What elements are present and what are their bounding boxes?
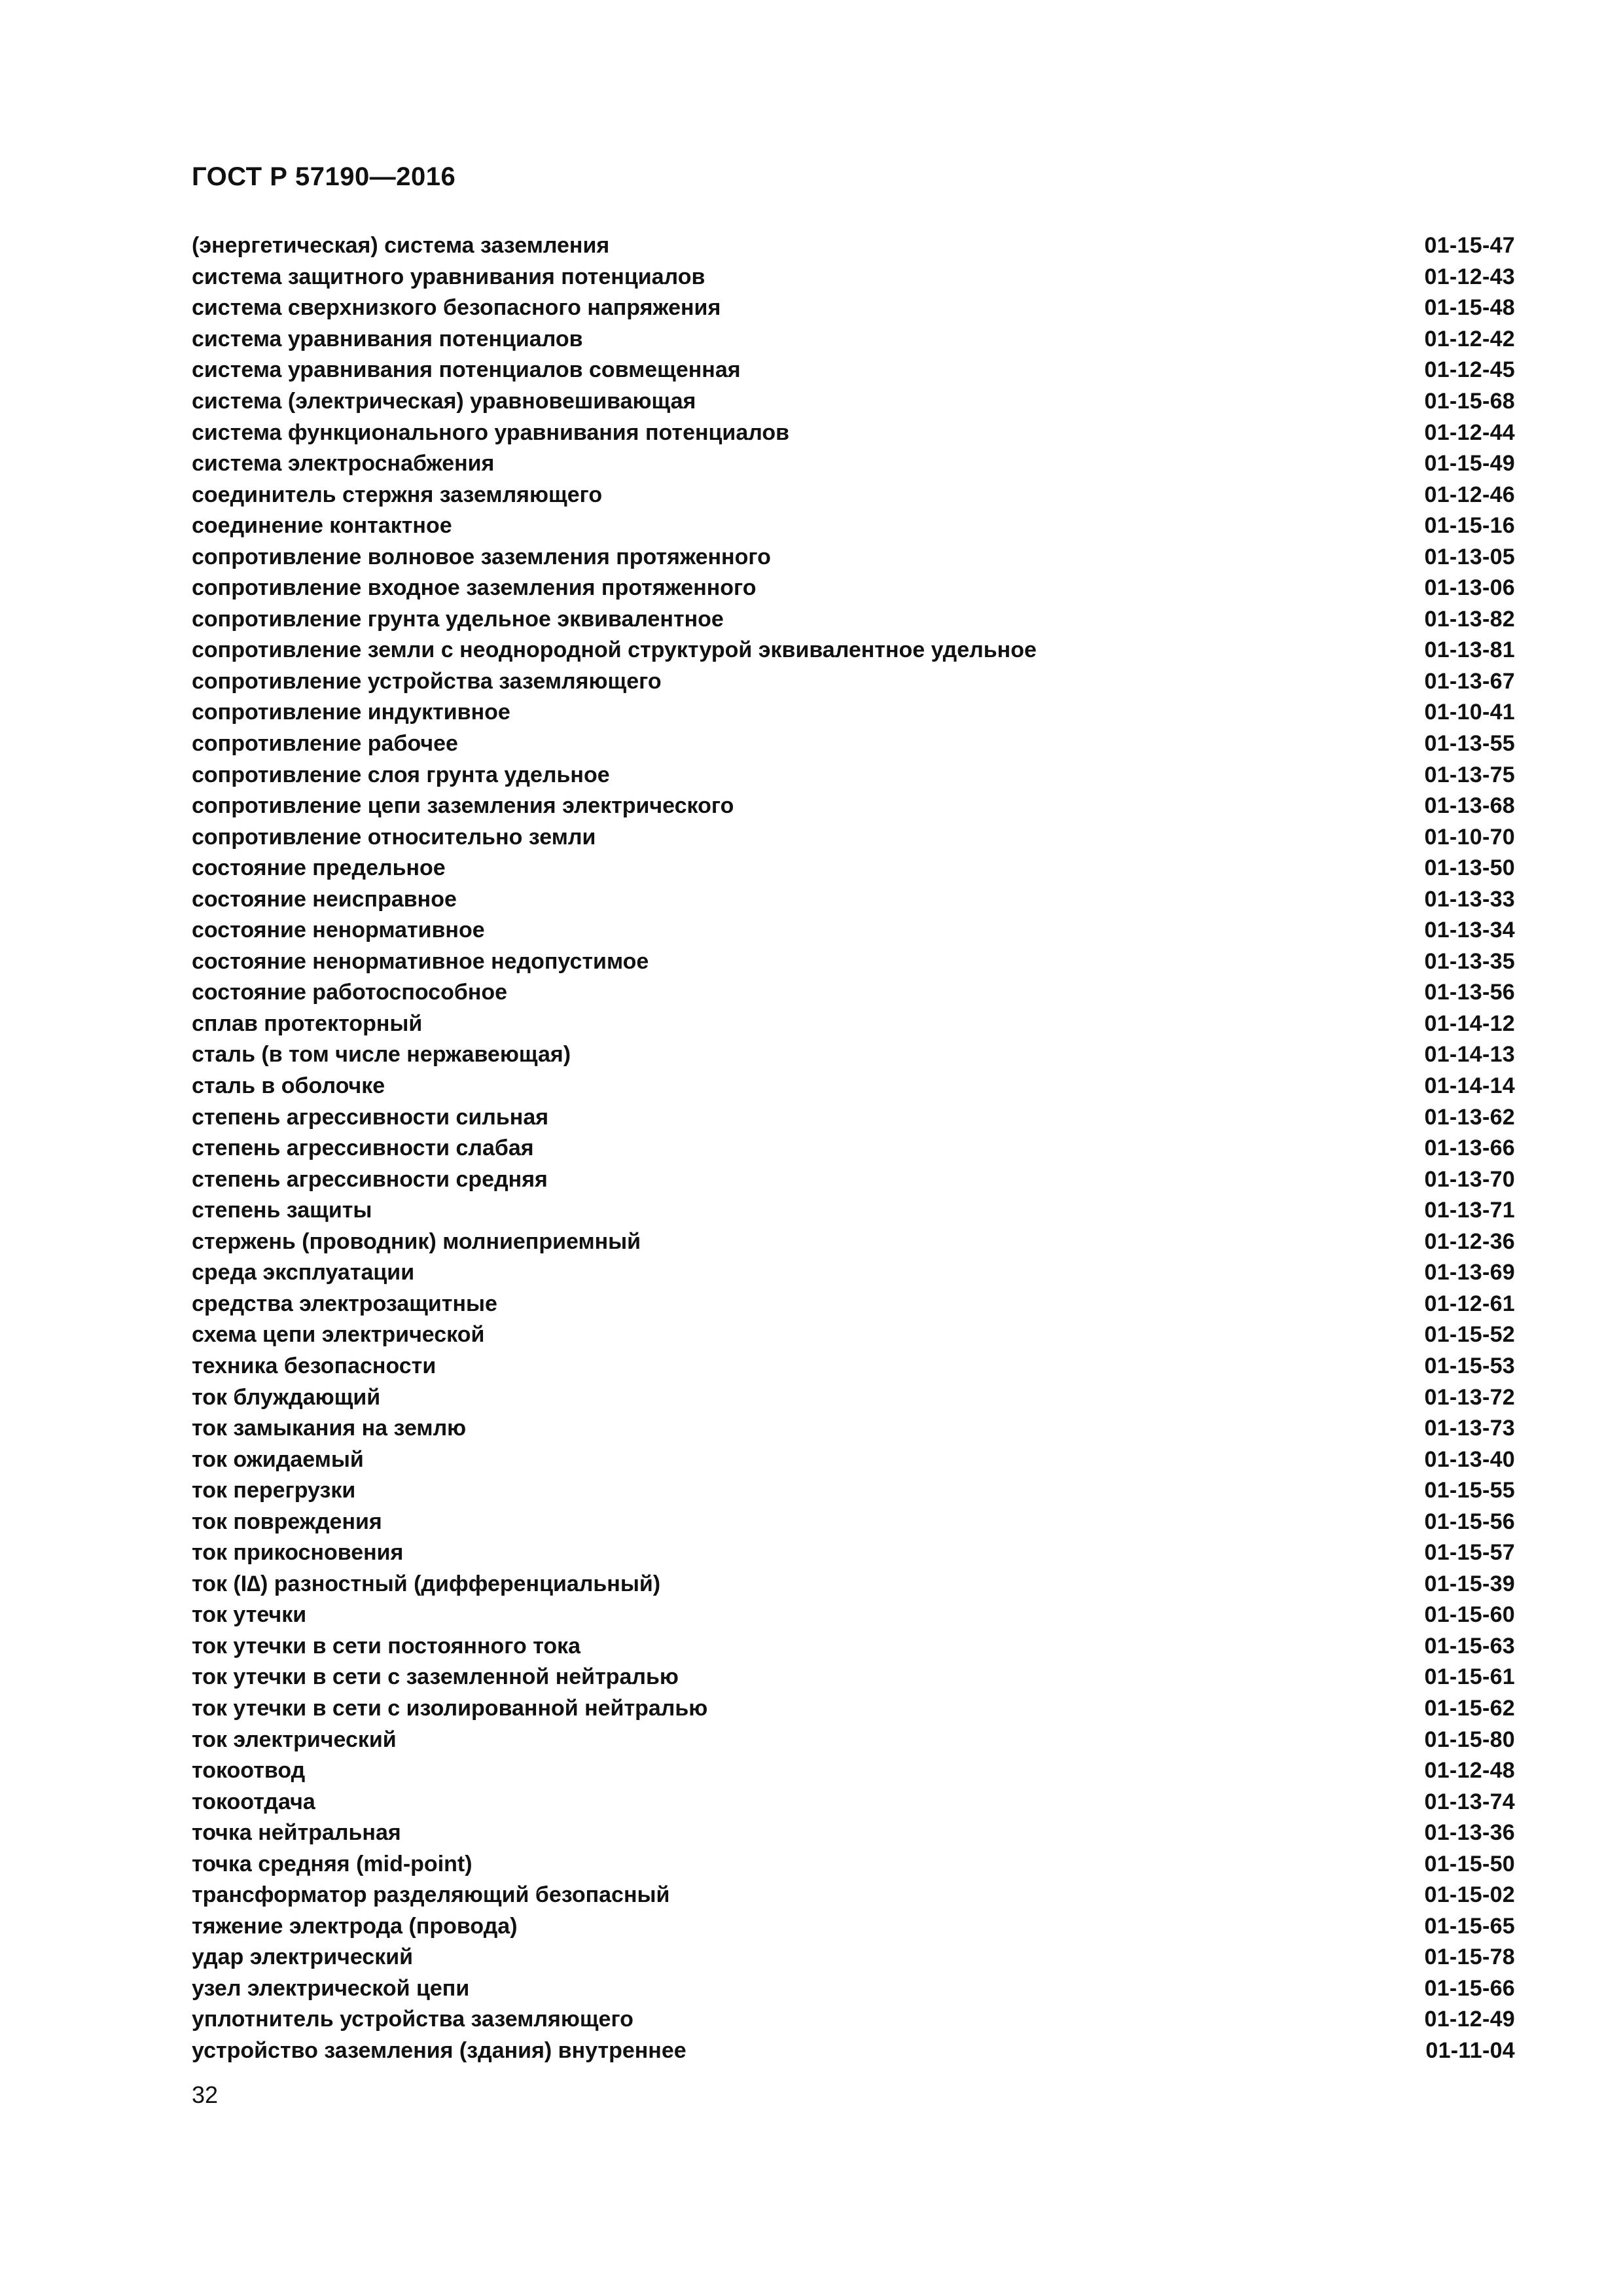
index-row (192, 417, 1515, 448)
index-row (192, 791, 1515, 822)
index-row (192, 1102, 1515, 1133)
index-row (192, 1942, 1515, 1973)
index-term-code: 01-15-48 (1424, 295, 1515, 321)
index-row (192, 1848, 1515, 1880)
index-term-code: 01-15-16 (1424, 513, 1515, 539)
index-term-code: 01-15-65 (1424, 1913, 1515, 1939)
index-row (192, 573, 1515, 604)
index-row (192, 946, 1515, 978)
index-row (192, 293, 1515, 324)
index-term: узел электрической цепи (192, 1975, 470, 2001)
index-row (192, 1444, 1515, 1475)
index-term: система сверхнизкого безопасного напряжения (192, 295, 721, 321)
index-term-code: 01-13-56 (1424, 980, 1515, 1005)
index-row (192, 1133, 1515, 1164)
page-number: 32 (192, 2081, 219, 2108)
index-term: сопротивление земли с неоднородной структурой эквивалентное удельное (192, 637, 1037, 663)
index-term-code: 01-15-56 (1424, 1509, 1515, 1534)
index-row (192, 728, 1515, 760)
index-term: токоотвод (192, 1758, 306, 1784)
index-row (192, 324, 1515, 355)
index-term-code: 01-12-61 (1424, 1291, 1515, 1316)
index-row (192, 1257, 1515, 1289)
index-row (192, 479, 1515, 511)
index-term: ток электрический (192, 1727, 397, 1752)
index-term: сопротивление входное заземления протяженного (192, 575, 757, 601)
index-row (192, 448, 1515, 480)
index-term-code: 01-13-34 (1424, 918, 1515, 943)
index-term-code: 01-13-66 (1424, 1136, 1515, 1161)
index-term: состояние предельное (192, 855, 446, 881)
index-term: уплотнитель устройства заземляющего (192, 2007, 633, 2032)
index-term-code: 01-15-60 (1424, 1602, 1515, 1628)
index-term: среда эксплуатации (192, 1260, 415, 1285)
index-term: сопротивление относительно земли (192, 824, 596, 850)
index-term-code: 01-12-42 (1424, 326, 1515, 351)
index-term: ток утечки (192, 1602, 307, 1628)
index-term-code: 01-14-12 (1424, 1011, 1515, 1036)
index-term-code: 01-12-48 (1424, 1758, 1515, 1784)
index-term: средства электрозащитные (192, 1291, 497, 1316)
index-term-code: 01-13-75 (1424, 762, 1515, 787)
index-term: устройство заземления (здания) внутреннее (192, 2037, 687, 2063)
index-term: соединение контактное (192, 513, 452, 539)
index-row (192, 821, 1515, 853)
index-row (192, 853, 1515, 884)
index-row (192, 2004, 1515, 2036)
index-term-code: 01-13-35 (1424, 948, 1515, 974)
index-term-code: 01-13-73 (1424, 1416, 1515, 1441)
index-row (192, 1537, 1515, 1569)
index-term-code: 01-13-69 (1424, 1260, 1515, 1285)
index-row (192, 1195, 1515, 1227)
index-term: ток (I∆) разностный (дифференциальный) (192, 1571, 661, 1596)
index-term: ток перегрузки (192, 1478, 356, 1503)
index-term: степень защиты (192, 1198, 372, 1223)
index-term: сопротивление рабочее (192, 731, 458, 757)
index-row (192, 355, 1515, 386)
index-row (192, 1724, 1515, 1755)
index-row (192, 1039, 1515, 1071)
index-term-code: 01-15-61 (1424, 1664, 1515, 1690)
index-term-code: 01-12-36 (1424, 1229, 1515, 1254)
index-row (192, 262, 1515, 293)
index-row (192, 1600, 1515, 1631)
index-term-code: 01-12-46 (1424, 482, 1515, 507)
index-term-code: 01-10-41 (1424, 700, 1515, 725)
index-term-code: 01-15-63 (1424, 1633, 1515, 1659)
index-term-code: 01-10-70 (1424, 824, 1515, 850)
index-term: сопротивление слоя грунта удельное (192, 762, 610, 787)
index-term: система уравнивания потенциалов совмещенная (192, 357, 741, 383)
index-term-code: 01-15-49 (1424, 451, 1515, 476)
index-term-code: 01-12-49 (1424, 2007, 1515, 2032)
index-term: сплав протекторный (192, 1011, 423, 1036)
index-term-code: 01-15-78 (1424, 1945, 1515, 1970)
index-term-code: 01-15-39 (1424, 1571, 1515, 1596)
index-row (192, 1631, 1515, 1662)
index-term-code: 01-15-02 (1424, 1882, 1515, 1908)
index-term-code: 01-13-81 (1424, 637, 1515, 663)
index-row (192, 1880, 1515, 1911)
index-row (192, 1755, 1515, 1787)
index-term-code: 01-13-36 (1424, 1820, 1515, 1846)
index-term: степень агрессивности средняя (192, 1166, 548, 1192)
index-term-code: 01-14-13 (1424, 1042, 1515, 1067)
index-term-code: 01-13-74 (1424, 1789, 1515, 1814)
index-term: степень агрессивности сильная (192, 1104, 549, 1130)
index-term: сопротивление индуктивное (192, 700, 510, 725)
index-row (192, 511, 1515, 542)
index-term-code: 01-15-47 (1424, 233, 1515, 259)
index-term: (энергетическая) система заземления (192, 233, 610, 259)
index-row (192, 1569, 1515, 1600)
index-term: тяжение электрода (провода) (192, 1913, 518, 1939)
index-term: стержень (проводник) молниеприемный (192, 1229, 641, 1254)
index-row (192, 1911, 1515, 1943)
index-row (192, 1413, 1515, 1444)
index-term-code: 01-12-45 (1424, 357, 1515, 383)
index-row (192, 1382, 1515, 1413)
index-term-code: 01-13-72 (1424, 1384, 1515, 1410)
index-row (192, 1351, 1515, 1382)
index-term: ток повреждения (192, 1509, 382, 1534)
index-row (192, 1693, 1515, 1725)
index-row (192, 1009, 1515, 1040)
index-row (192, 2036, 1515, 2067)
index-term: сопротивление устройства заземляющего (192, 668, 662, 694)
index-term-code: 01-12-43 (1424, 264, 1515, 289)
index-row (192, 666, 1515, 698)
index-row (192, 1227, 1515, 1258)
index-term: ток прикосновения (192, 1540, 404, 1566)
index-term-code: 01-15-53 (1424, 1353, 1515, 1378)
index-row (192, 1319, 1515, 1351)
index-row (192, 759, 1515, 791)
index-term-code: 01-13-71 (1424, 1198, 1515, 1223)
index-term-code: 01-13-33 (1424, 886, 1515, 912)
index-term: удар электрический (192, 1945, 414, 1970)
index-row (192, 1506, 1515, 1537)
index-term: точка средняя (mid-point) (192, 1851, 473, 1876)
index-row (192, 230, 1515, 262)
index-row (192, 1164, 1515, 1195)
index-term: сопротивление волновое заземления протяженного (192, 544, 771, 569)
index-term-code: 01-13-06 (1424, 575, 1515, 601)
index-row (192, 1786, 1515, 1818)
index-term: ток утечки в сети постоянного тока (192, 1633, 581, 1659)
index-row (192, 1818, 1515, 1849)
index-term-code: 01-13-82 (1424, 606, 1515, 632)
index-row (192, 1289, 1515, 1320)
index-term: ток утечки в сети с изолированной нейтралью (192, 1695, 708, 1721)
index-term: состояние работоспособное (192, 980, 508, 1005)
index-term-code: 01-13-05 (1424, 544, 1515, 569)
document-header: ГОСТ Р 57190—2016 (192, 162, 456, 191)
index-row (192, 697, 1515, 728)
index-term: соединитель стержня заземляющего (192, 482, 603, 507)
index-term-code: 01-15-62 (1424, 1695, 1515, 1721)
index-term: ток утечки в сети с заземленной нейтралью (192, 1664, 679, 1690)
index-term-code: 01-15-52 (1424, 1322, 1515, 1348)
index-term: система электроснабжения (192, 451, 495, 476)
index-row (192, 1475, 1515, 1507)
index-term: система уравнивания потенциалов (192, 326, 583, 351)
index-term: состояние ненормативное недопустимое (192, 948, 649, 974)
index-row (192, 1662, 1515, 1693)
index-row (192, 541, 1515, 573)
index-term: техника безопасности (192, 1353, 437, 1378)
index-term-code: 01-13-50 (1424, 855, 1515, 881)
index-term-code: 01-15-50 (1424, 1851, 1515, 1876)
index-term-code: 01-13-70 (1424, 1166, 1515, 1192)
index-term-code: 01-13-62 (1424, 1104, 1515, 1130)
index-term: точка нейтральная (192, 1820, 401, 1846)
index-term-code: 01-14-14 (1424, 1073, 1515, 1099)
index-term-code: 01-15-55 (1424, 1478, 1515, 1503)
index-term-code: 01-11-04 (1425, 2037, 1515, 2063)
index-term: состояние ненормативное (192, 918, 485, 943)
index-term-code: 01-15-66 (1424, 1975, 1515, 2001)
index-term: сталь (в том числе нержавеющая) (192, 1042, 571, 1067)
index-term: ток ожидаемый (192, 1446, 364, 1472)
index-row (192, 386, 1515, 418)
index-term-code: 01-15-57 (1424, 1540, 1515, 1566)
index-term: система (электрическая) уравновешивающая (192, 389, 696, 414)
index-term: состояние неисправное (192, 886, 457, 912)
index-term-code: 01-13-68 (1424, 793, 1515, 819)
index-term: сопротивление грунта удельное эквивалентное (192, 606, 724, 632)
index-term: трансформатор разделяющий безопасный (192, 1882, 670, 1908)
index-term-code: 01-13-40 (1424, 1446, 1515, 1472)
index-row (192, 1973, 1515, 2005)
term-index-list (192, 230, 1515, 2066)
index-term: степень агрессивности слабая (192, 1136, 534, 1161)
index-row (192, 977, 1515, 1009)
index-term: система функционального уравнивания потенциалов (192, 420, 790, 445)
index-term: ток блуждающий (192, 1384, 381, 1410)
index-term-code: 01-15-68 (1424, 389, 1515, 414)
index-term: сталь в оболочке (192, 1073, 385, 1099)
index-row (192, 635, 1515, 666)
index-row (192, 915, 1515, 946)
index-term: токоотдача (192, 1789, 315, 1814)
index-term: ток замыкания на землю (192, 1416, 467, 1441)
index-term-code: 01-13-67 (1424, 668, 1515, 694)
index-term: система защитного уравнивания потенциалов (192, 264, 705, 289)
index-term-code: 01-13-55 (1424, 731, 1515, 757)
index-row (192, 884, 1515, 915)
index-term-code: 01-12-44 (1424, 420, 1515, 445)
index-row (192, 1071, 1515, 1102)
index-row (192, 604, 1515, 636)
index-term: схема цепи электрической (192, 1322, 485, 1348)
index-term: сопротивление цепи заземления электрического (192, 793, 734, 819)
index-term-code: 01-15-80 (1424, 1727, 1515, 1752)
